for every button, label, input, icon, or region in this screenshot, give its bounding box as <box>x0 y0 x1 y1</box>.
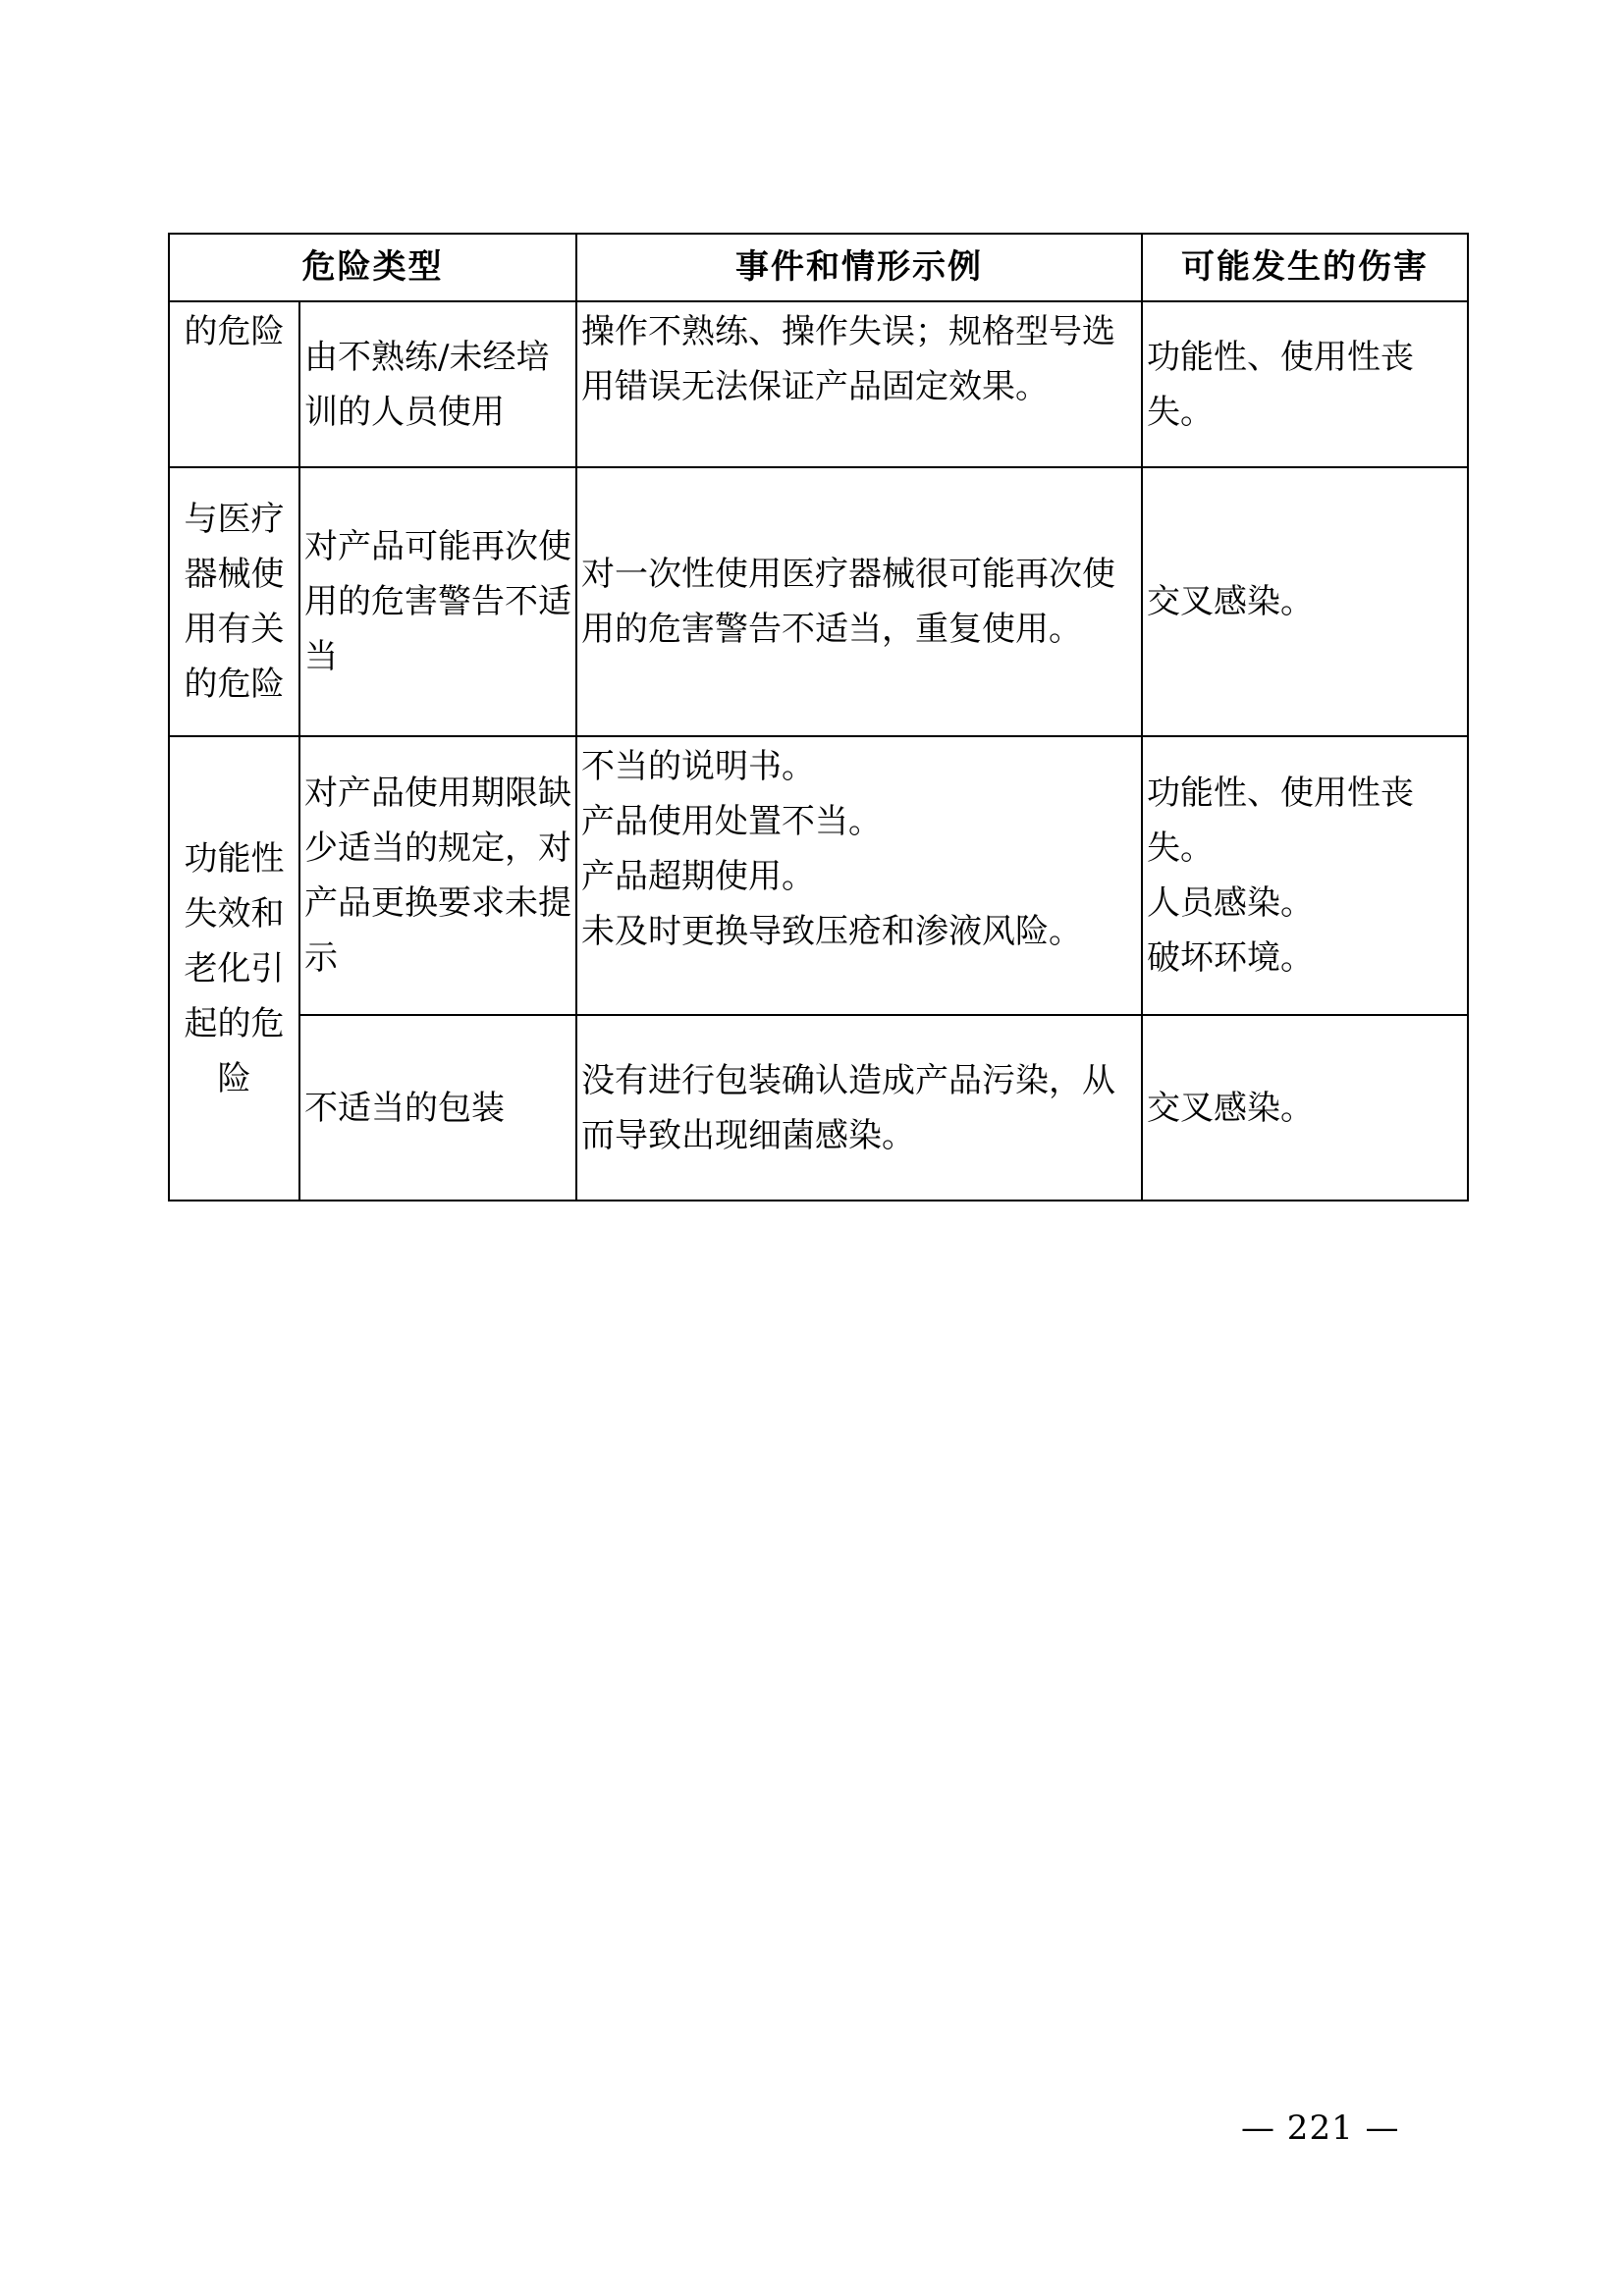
hazard-category: 与医疗器械使用有关的危险 <box>169 467 299 736</box>
possible-harm-line: 破坏环境。 <box>1147 938 1314 978</box>
event-example: 操作不熟练、操作失误；规格型号选用错误无法保证产品固定效果。 <box>576 301 1142 467</box>
hazard-subcategory: 不适当的包装 <box>299 1015 576 1201</box>
possible-harm-line: 人员感染。 <box>1147 883 1314 923</box>
event-example <box>576 736 1142 1015</box>
risk-table <box>168 233 1469 1201</box>
hazard-category: 功能性失效和老化引起的危险 <box>169 736 299 1201</box>
header-hazard-type: 危险类型 <box>169 234 576 301</box>
event-example-line: 产品使用处置不当。 <box>581 802 882 841</box>
event-example: 没有进行包装确认造成产品污染，从而导致出现细菌感染。 <box>576 1015 1142 1201</box>
hazard-subcategory: 对产品可能再次使用的危害警告不适当 <box>299 467 576 736</box>
table-row <box>169 736 1468 1015</box>
table-row <box>169 301 1468 467</box>
page-number: — 221 — <box>1241 2109 1400 2148</box>
possible-harm-line: 功能性、使用性丧失。 <box>1147 774 1414 868</box>
table-row <box>169 1015 1468 1201</box>
header-possible-harm: 可能发生的伤害 <box>1142 234 1468 301</box>
table-row <box>169 467 1468 736</box>
event-example: 对一次性使用医疗器械很可能再次使用的危害警告不适当，重复使用。 <box>576 467 1142 736</box>
possible-harm: 功能性、使用性丧失。 <box>1142 301 1468 467</box>
header-event-examples: 事件和情形示例 <box>576 234 1142 301</box>
hazard-category: 的危险 <box>169 301 299 467</box>
event-example-line: 不当的说明书。 <box>581 747 815 786</box>
possible-harm <box>1142 736 1468 1015</box>
hazard-subcategory: 由不熟练/未经培训的人员使用 <box>299 301 576 467</box>
possible-harm: 交叉感染。 <box>1142 467 1468 736</box>
hazard-subcategory: 对产品使用期限缺少适当的规定，对产品更换要求未提示 <box>299 736 576 1015</box>
header-row <box>169 234 1468 301</box>
event-example-line: 未及时更换导致压疮和渗液风险。 <box>581 912 1082 951</box>
possible-harm: 交叉感染。 <box>1142 1015 1468 1201</box>
event-example-line: 产品超期使用。 <box>581 857 815 896</box>
